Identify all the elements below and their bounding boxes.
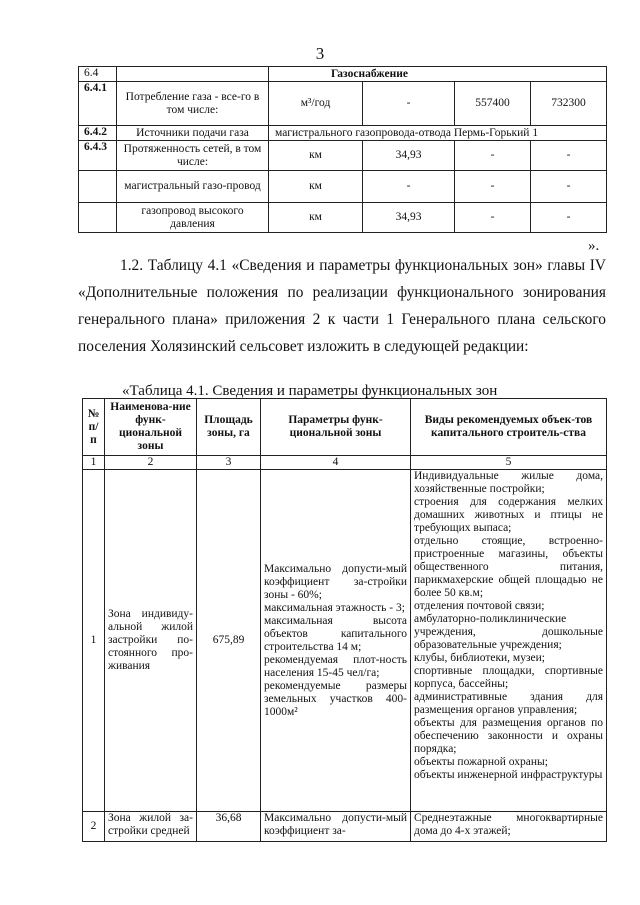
row-value: - bbox=[363, 171, 455, 203]
parameter-item: максимальная высота объектов капитального строительства 14 м; bbox=[264, 614, 407, 653]
row-name: Протяженность сетей, в том числе: bbox=[117, 141, 269, 171]
column-number: 4 bbox=[261, 456, 411, 470]
row-code: 6.4 bbox=[79, 67, 117, 82]
header-number: № п/ п bbox=[83, 399, 105, 456]
object-item: Индивидуальные жилые дома, хозяйственные постройки; bbox=[414, 470, 603, 495]
closing-quote: ». bbox=[588, 238, 600, 254]
column-number: 2 bbox=[105, 456, 197, 470]
zone-area: 36,68 bbox=[197, 812, 261, 842]
row-value: 557400 bbox=[455, 82, 531, 126]
table-row bbox=[79, 141, 607, 171]
zone-parameters bbox=[261, 812, 411, 842]
row-value: 732300 bbox=[531, 82, 607, 126]
body-paragraph: 1.2. Таблицу 4.1 «Сведения и параметры функциональных зон» главы IV «Дополнительные положения по реализации функционального зонирования генерального плана» приложения 2 к части 1 Генерального плана сельского поселения Холязинский сельсовет изложить в следующей редакции: bbox=[78, 257, 606, 355]
row-source: магистрального газопровода-отвода Пермь-Горький 1 bbox=[269, 126, 607, 141]
object-item: строения для содержания мелких домашних животных и птицы не требующих выпаса; bbox=[414, 496, 603, 534]
table-row bbox=[79, 203, 607, 233]
row-number: 2 bbox=[83, 812, 105, 842]
row-value: - bbox=[531, 141, 607, 171]
object-item: клубы, библиотеки, музеи; bbox=[414, 652, 545, 664]
table-row bbox=[79, 126, 607, 141]
row-code: 6.4.2 bbox=[79, 126, 117, 141]
parameter-item: Максимально допусти-мый коэффициент за- bbox=[264, 812, 407, 837]
table-row bbox=[79, 171, 607, 203]
row-value: 34,93 bbox=[363, 203, 455, 233]
row-name: Источники подачи газа bbox=[117, 126, 269, 141]
object-item: отдельно стоящие, встроенно-пристроенные магазины, объекты общественного питания, парикмахерские общей площадью не более 50 кв.м; bbox=[414, 535, 603, 599]
zone-area: 675,89 bbox=[197, 470, 261, 812]
object-item: Среднеэтажные многоквартирные дома до 4-х этажей; bbox=[414, 812, 603, 837]
row-value: - bbox=[531, 171, 607, 203]
row-name: Потребление газа - все-го в том числе: bbox=[117, 82, 269, 126]
header-objects: Виды рекомендуемых объек-тов капитального строитель-ства bbox=[411, 399, 607, 456]
column-number: 1 bbox=[83, 456, 105, 470]
row-unit: км bbox=[269, 171, 363, 203]
row-unit: км bbox=[269, 141, 363, 171]
object-item: объекты для размещения органов по обеспечению законности и охраны порядка; bbox=[414, 717, 603, 755]
zone-name: Зона индивиду-альной жилой застройки по-стоянного про-живания bbox=[105, 470, 197, 812]
row-name: газопровод высокого давления bbox=[117, 203, 269, 233]
zone-name: Зона жилой за-стройки средней bbox=[105, 812, 197, 842]
parameter-item: рекомендуемая плот-ность населения 15-45 чел/га; bbox=[264, 653, 407, 679]
row-name bbox=[117, 67, 269, 82]
zone-objects bbox=[411, 470, 607, 812]
zone-parameters bbox=[261, 470, 411, 812]
object-item: административные здания для размещения органов управления; bbox=[414, 691, 603, 716]
table-row bbox=[83, 812, 607, 842]
parameter-item: рекомендуемые размеры земельных участков 400-1000м² bbox=[264, 679, 407, 718]
zone-objects bbox=[411, 812, 607, 842]
row-value: - bbox=[455, 141, 531, 171]
object-item: спортивные площадки, спортивные корпуса, бассейны; bbox=[414, 665, 603, 690]
section-title: Газоснабжение bbox=[269, 67, 607, 82]
object-item: объекты пожарной охраны; bbox=[414, 756, 548, 768]
table-header-row bbox=[83, 399, 607, 456]
object-item: амбулаторно-поликлинические учреждения, дошкольные образовательные учреждения; bbox=[414, 613, 603, 651]
row-name: магистральный газо-провод bbox=[117, 171, 269, 203]
row-unit: м³/год bbox=[269, 82, 363, 126]
row-code: 6.4.3 bbox=[79, 141, 117, 171]
row-value: 34,93 bbox=[363, 141, 455, 171]
gas-supply-table bbox=[78, 66, 607, 233]
row-unit: км bbox=[269, 203, 363, 233]
column-number-row bbox=[83, 456, 607, 470]
table-row bbox=[79, 67, 607, 82]
row-value: - bbox=[455, 171, 531, 203]
row-value: - bbox=[531, 203, 607, 233]
object-item: отделения почтовой связи; bbox=[414, 600, 545, 612]
table-row bbox=[83, 470, 607, 812]
table-row bbox=[79, 82, 607, 126]
page-number: 3 bbox=[315, 44, 325, 63]
table-caption: «Таблица 4.1. Сведения и параметры функциональных зон bbox=[122, 383, 498, 399]
header-parameters: Параметры функ-циональной зоны bbox=[261, 399, 411, 456]
row-code: 6.4.1 bbox=[79, 82, 117, 126]
header-area: Площадь зоны, га bbox=[197, 399, 261, 456]
row-value: - bbox=[363, 82, 455, 126]
parameter-item: Максимально допусти-мый коэффициент за-стройки зоны - 60%; bbox=[264, 562, 407, 601]
header-zone-name: Наименова-ние функ-циональной зоны bbox=[105, 399, 197, 456]
row-value: - bbox=[455, 203, 531, 233]
parameter-item: максимальная этажность - 3; bbox=[264, 601, 405, 614]
row-code bbox=[79, 171, 117, 203]
column-number: 3 bbox=[197, 456, 261, 470]
column-number: 5 bbox=[411, 456, 607, 470]
functional-zones-table bbox=[82, 398, 607, 842]
row-number: 1 bbox=[83, 470, 105, 812]
object-item: объекты инженерной инфраструктуры bbox=[414, 769, 603, 781]
row-code bbox=[79, 203, 117, 233]
